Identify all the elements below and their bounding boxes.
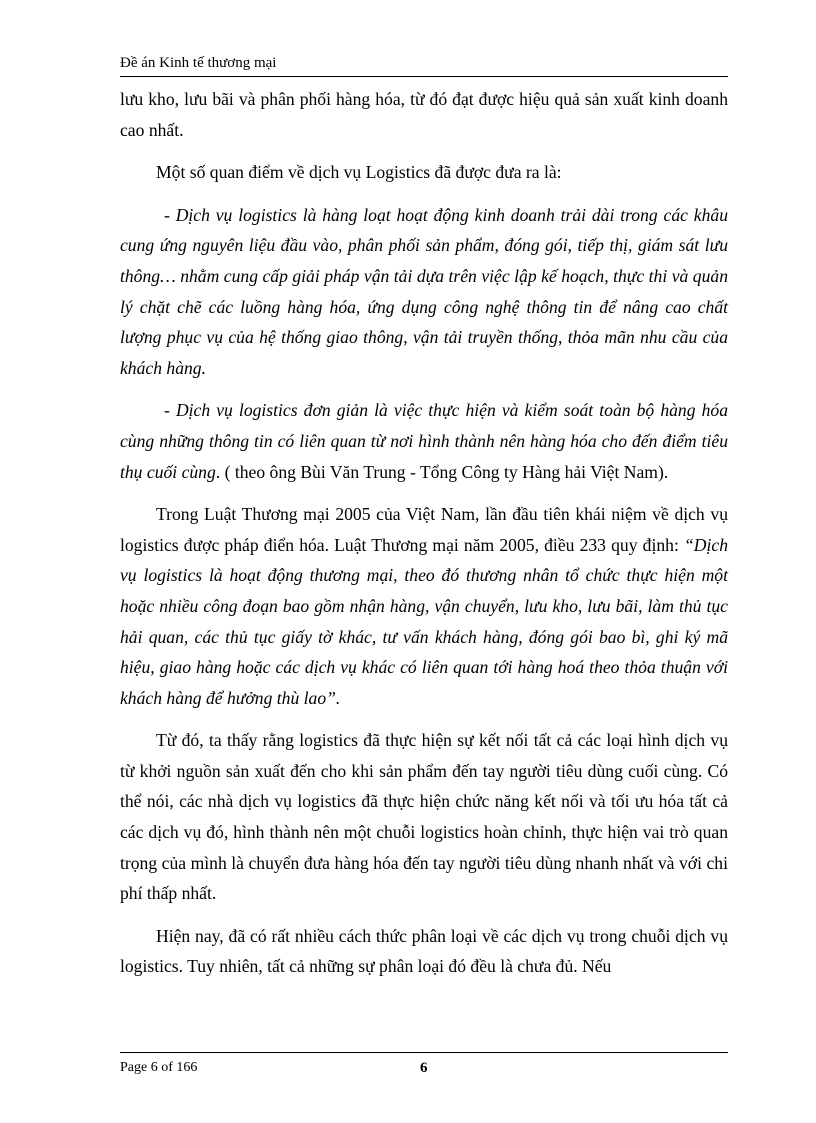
header-title: Đề án Kinh tế thương mại [120,55,277,71]
footer-page-label: Page 6 of 166 [120,1060,198,1075]
viewpoint-2-text: - Dịch vụ logistics đơn giản là việc thực hiện và kiểm soát toàn bộ hàng hóa cùng những thông tin có liên quan từ nơi hình thành nên hàng hóa cho đến điểm tiêu thụ cuối cùng [120,400,728,482]
paragraph-viewpoints-intro: Một số quan điểm về dịch vụ Logistics đã được đưa ra là: [156,162,562,183]
footer-page-number: 6 [420,1060,428,1076]
paragraph-continuation: lưu kho, lưu bãi và phân phối hàng hóa, từ đó đạt được hiệu quả sản xuất kinh doanh cao nhất. [120,89,728,140]
page-footer [120,1052,728,1081]
law-intro-text: Trong Luật Thương mại 2005 của Việt Nam, lần đầu tiên khái niệm về dịch vụ logistics được pháp điển hóa. Luật Thương mại năm 2005, điều 233 quy định: [120,504,728,555]
viewpoint-2-source: . ( theo ông Bùi Văn Trung - Tổng Công ty Hàng hải Việt Nam). [215,461,669,482]
paragraph-viewpoint-2 [120,395,728,487]
paragraph-classification: Hiện nay, đã có rất nhiều cách thức phân loại về các dịch vụ trong chuỗi dịch vụ logistics. Tuy nhiên, tất cả những sự phân loại đó đều là chưa đủ. Nếu [120,925,728,977]
paragraph-connection: Từ đó, ta thấy rằng logistics đã thực hiện sự kết nối tất cả các loại hình dịch vụ từ khởi nguồn sản xuất đến cho khi sản phẩm đến tay người tiêu dùng cuối cùng. Có thể nói, các nhà dịch vụ logistics đã thực hiện chức năng kết nối và tối ưu hóa tất cả các dịch vụ đó, hình thành nên một chuỗi logistics hoàn chỉnh, thực hiện vai trò quan trọng của mình là chuyển đưa hàng hóa đến tay người tiêu dùng nhanh nhất và với chi phí thấp nhất. [120,730,728,904]
footer-rule [120,1052,728,1053]
law-quote-text: “Dịch vụ logistics là hoạt động thương mại, theo đó thương nhân tổ chức thực hiện một hoặc nhiều công đoạn bao gồm nhận hàng, vận chuyển, lưu kho, lưu bãi, làm thủ tục hải quan, các thủ tục giấy tờ khác, tư vấn khách hàng, đóng gói bao bì, ghi ký mã hiệu, giao hàng hoặc các dịch vụ khác có liên quan tới hàng hoá theo thỏa thuận với khách hàng để hưởng thù lao”. [120,534,728,708]
page-header [120,54,728,77]
paragraph-viewpoint-1: - Dịch vụ logistics là hàng loạt hoạt động kinh doanh trải dài trong các khâu cung ứng nguyên liệu đầu vào, phân phối sản phẩm, đóng gói, tiếp thị, giám sát lưu thông… nhằm cung cấp giải pháp vận tải dựa trên việc lập kế hoạch, thực thi và quản lý chặt chẽ các luồng hàng hóa, ứng dụng công nghệ thông tin để nâng cao chất lượng phục vụ của hệ thống giao thông, vận tải truyền thống, thỏa mãn nhu cầu của khách hàng. [120,204,728,378]
document-body [120,84,728,994]
header-rule [120,76,728,77]
paragraph-commercial-law [120,499,728,713]
